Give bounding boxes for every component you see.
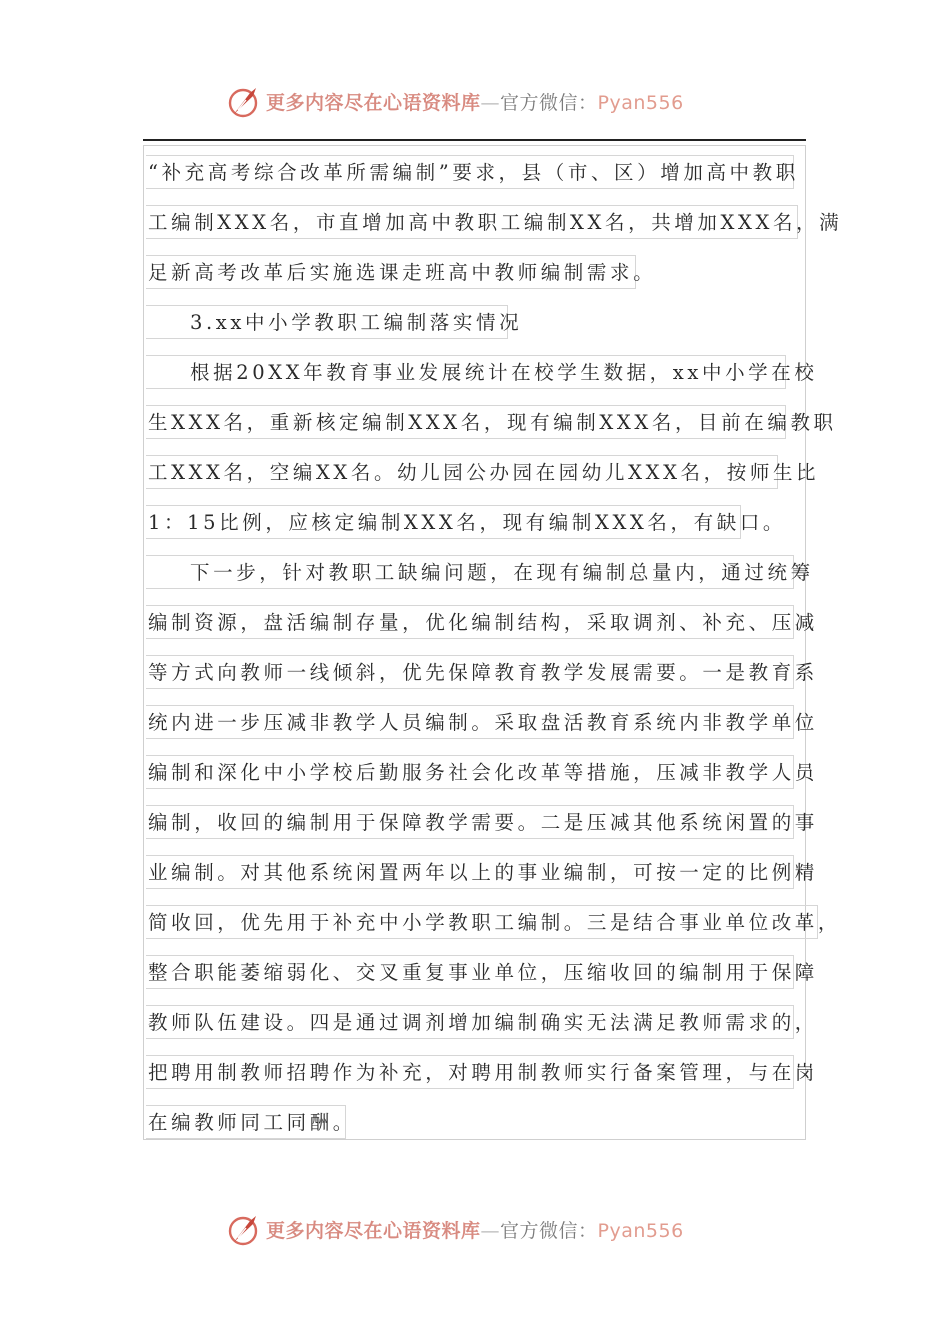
banner-brand: 更多内容尽在心语资料库 xyxy=(266,92,481,114)
text-line: 等方式向教师一线倾斜，优先保障教育教学发展需要。一是教育系 xyxy=(146,655,794,689)
banner-dash: — xyxy=(480,92,501,114)
text-line: 教师队伍建设。四是通过调剂增加编制确实无法满足教师需求的， xyxy=(146,1005,794,1039)
text-line: 在编教师同工同酬。 xyxy=(146,1105,346,1139)
text-line: 足新高考改革后实施选课走班高中教师编制需求。 xyxy=(146,255,636,289)
text-line: 工编制XXX名，市直增加高中教职工编制XX名，共增加XXX名，满 xyxy=(146,205,798,239)
header-banner xyxy=(0,82,950,122)
footer-banner xyxy=(0,1210,950,1250)
text-line: 编制，收回的编制用于保障教学需要。二是压减其他系统闲置的事 xyxy=(146,805,794,839)
text-line: 编制和深化中小学校后勤服务社会化改革等措施，压减非教学人员 xyxy=(146,755,794,789)
header-rule xyxy=(143,139,806,141)
text-line: 下一步，针对教职工缺编问题，在现有编制总量内，通过统筹 xyxy=(146,555,794,589)
banner-text xyxy=(266,91,684,115)
banner-official: 官方微信： xyxy=(500,92,598,114)
banner-dash: — xyxy=(480,1220,501,1242)
banner-text xyxy=(266,1219,684,1243)
text-line: 根据20XX年教育事业发展统计在校学生数据，xx中小学在校 xyxy=(146,355,786,389)
text-line: 统内进一步压减非教学人员编制。采取盘活教育系统内非教学单位 xyxy=(146,705,794,739)
text-line: “补充高考综合改革所需编制”要求，县（市、区）增加高中教职 xyxy=(146,155,794,189)
banner-brand: 更多内容尽在心语资料库 xyxy=(266,1220,481,1242)
text-line: 业编制。对其他系统闲置两年以上的事业编制，可按一定的比例精 xyxy=(146,855,794,889)
text-line: 工XXX名，空编XX名。幼儿园公办园在园幼儿XXX名，按师生比 xyxy=(146,455,778,489)
text-line: 编制资源，盘活编制存量，优化编制结构，采取调剂、补充、压减 xyxy=(146,605,794,639)
quill-pen-logo-icon xyxy=(226,1212,262,1248)
text-line: 整合职能萎缩弱化、交叉重复事业单位，压缩收回的编制用于保障 xyxy=(146,955,794,989)
banner-handle: Pyan556 xyxy=(597,92,684,114)
document-frame xyxy=(143,145,806,1140)
section-heading: 3.xx中小学教职工编制落实情况 xyxy=(146,305,508,339)
quill-pen-logo-icon xyxy=(226,84,262,120)
text-line: 生XXX名，重新核定编制XXX名，现有编制XXX名，目前在编教职 xyxy=(146,405,786,439)
text-line: 把聘用制教师招聘作为补充，对聘用制教师实行备案管理，与在岗 xyxy=(146,1055,794,1089)
text-line: 简收回，优先用于补充中小学教职工编制。三是结合事业单位改革， xyxy=(146,905,818,939)
banner-official: 官方微信： xyxy=(500,1220,598,1242)
banner-handle: Pyan556 xyxy=(597,1220,684,1242)
text-line: 1：15比例，应核定编制XXX名，现有编制XXX名，有缺口。 xyxy=(146,505,741,539)
